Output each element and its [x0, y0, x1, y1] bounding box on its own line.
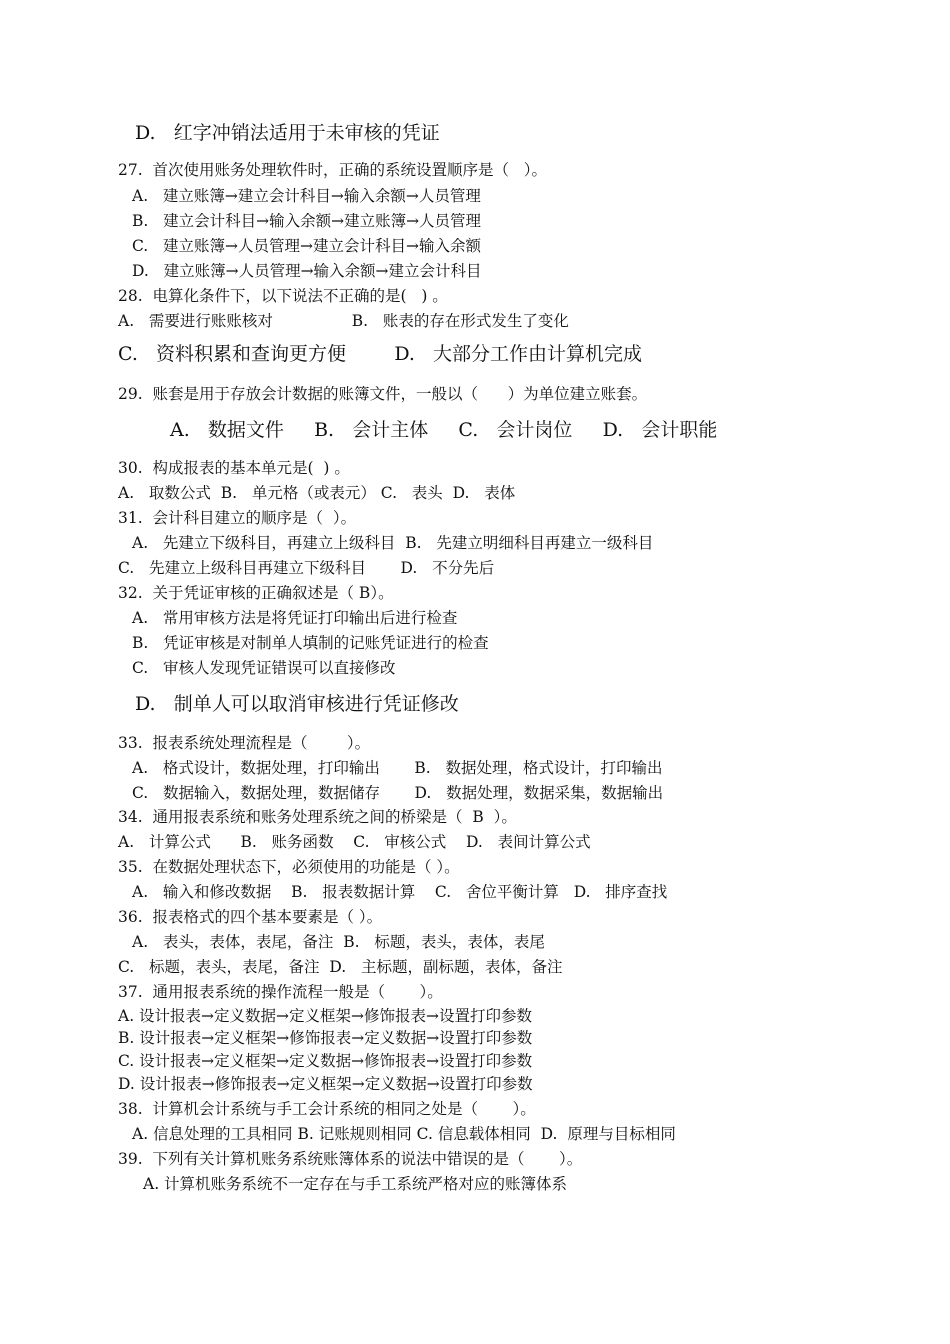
- option-37-c: C. 设计报表→定义框架→定义数据→修饰报表→设置打印参数: [118, 1052, 533, 1070]
- option-27-c: C. 建立账簿→人员管理→建立会计科目→输入余额: [132, 237, 481, 255]
- question-30: 30. 构成报表的基本单元是( ) 。: [118, 459, 350, 477]
- options-33-ab: A. 格式设计，数据处理，打印输出 B. 数据处理，格式设计，打印输出: [132, 759, 663, 777]
- question-29: 29. 账套是用于存放会计数据的账簿文件，一般以（ ）为单位建立账套。: [118, 385, 648, 403]
- question-37: 37. 通用报表系统的操作流程一般是（ ）。: [118, 983, 443, 1001]
- question-39: 39. 下列有关计算机账务系统账簿体系的说法中错误的是（ ）。: [118, 1150, 583, 1168]
- option-27-a: A. 建立账簿→建立会计科目→输入余额→人员管理: [132, 187, 481, 205]
- options-28-cd: C. 资料积累和查询更方便 D. 大部分工作由计算机完成: [118, 343, 643, 365]
- options-35: A. 输入和修改数据 B. 报表数据计算 C. 舍位平衡计算 D. 排序查找: [132, 883, 668, 901]
- question-38: 38. 计算机会计系统与手工会计系统的相同之处是（ ）。: [118, 1100, 536, 1118]
- option-37-b: B. 设计报表→定义框架→修饰报表→定义数据→设置打印参数: [118, 1029, 533, 1047]
- option-37-a: A. 设计报表→定义数据→定义框架→修饰报表→设置打印参数: [118, 1007, 532, 1025]
- question-32: 32. 关于凭证审核的正确叙述是（ B）。: [118, 584, 394, 602]
- question-31: 31. 会计科目建立的顺序是（ ）。: [118, 509, 357, 527]
- option-26-d: D. 红字冲销法适用于未审核的凭证: [135, 122, 440, 144]
- option-27-d: D. 建立账簿→人员管理→输入余额→建立会计科目: [132, 262, 482, 280]
- options-38: A. 信息处理的工具相同 B. 记账规则相同 C. 信息载体相同 D. 原理与目标相同: [132, 1125, 676, 1143]
- options-34: A. 计算公式 B. 账务函数 C. 审核公式 D. 表间计算公式: [118, 833, 591, 851]
- question-35: 35. 在数据处理状态下，必须使用的功能是（ ）。: [118, 858, 460, 876]
- options-31-ab: A. 先建立下级科目，再建立上级科目 B. 先建立明细科目再建立一级科目: [132, 534, 654, 552]
- option-32-a: A. 常用审核方法是将凭证打印输出后进行检查: [132, 609, 458, 627]
- options-36-ab: A. 表头，表体，表尾，备注 B. 标题，表头，表体，表尾: [132, 933, 545, 951]
- options-31-cd: C. 先建立上级科目再建立下级科目 D. 不分先后: [118, 559, 495, 577]
- question-27: 27. 首次使用账务处理软件时，正确的系统设置顺序是（ ）。: [118, 161, 548, 179]
- question-34: 34. 通用报表系统和账务处理系统之间的桥梁是（ B ）。: [118, 808, 517, 826]
- question-28: 28. 电算化条件下，以下说法不正确的是( ) 。: [118, 287, 448, 305]
- option-37-d: D. 设计报表→修饰报表→定义框架→定义数据→设置打印参数: [118, 1075, 533, 1093]
- options-29: A. 数据文件 B. 会计主体 C. 会计岗位 D. 会计职能: [170, 419, 718, 441]
- question-36: 36. 报表格式的四个基本要素是（ ）。: [118, 908, 383, 926]
- option-32-b: B. 凭证审核是对制单人填制的记账凭证进行的检查: [132, 634, 489, 652]
- options-33-cd: C. 数据输入，数据处理，数据储存 D. 数据处理，数据采集，数据输出: [132, 784, 664, 802]
- option-32-c: C. 审核人发现凭证错误可以直接修改: [132, 659, 396, 677]
- option-32-d: D. 制单人可以取消审核进行凭证修改: [135, 693, 459, 715]
- options-36-cd: C. 标题，表头，表尾，备注 D. 主标题，副标题，表体，备注: [118, 958, 563, 976]
- option-39-a: A. 计算机账务系统不一定存在与手工系统严格对应的账簿体系: [143, 1175, 568, 1193]
- options-30: A. 取数公式 B. 单元格（或表元） C. 表头 D. 表体: [118, 484, 516, 502]
- question-33: 33. 报表系统处理流程是（ ）。: [118, 734, 371, 752]
- options-28-ab: A. 需要进行账账核对 B. 账表的存在形式发生了变化: [118, 312, 569, 330]
- option-27-b: B. 建立会计科目→输入余额→建立账簿→人员管理: [132, 212, 482, 230]
